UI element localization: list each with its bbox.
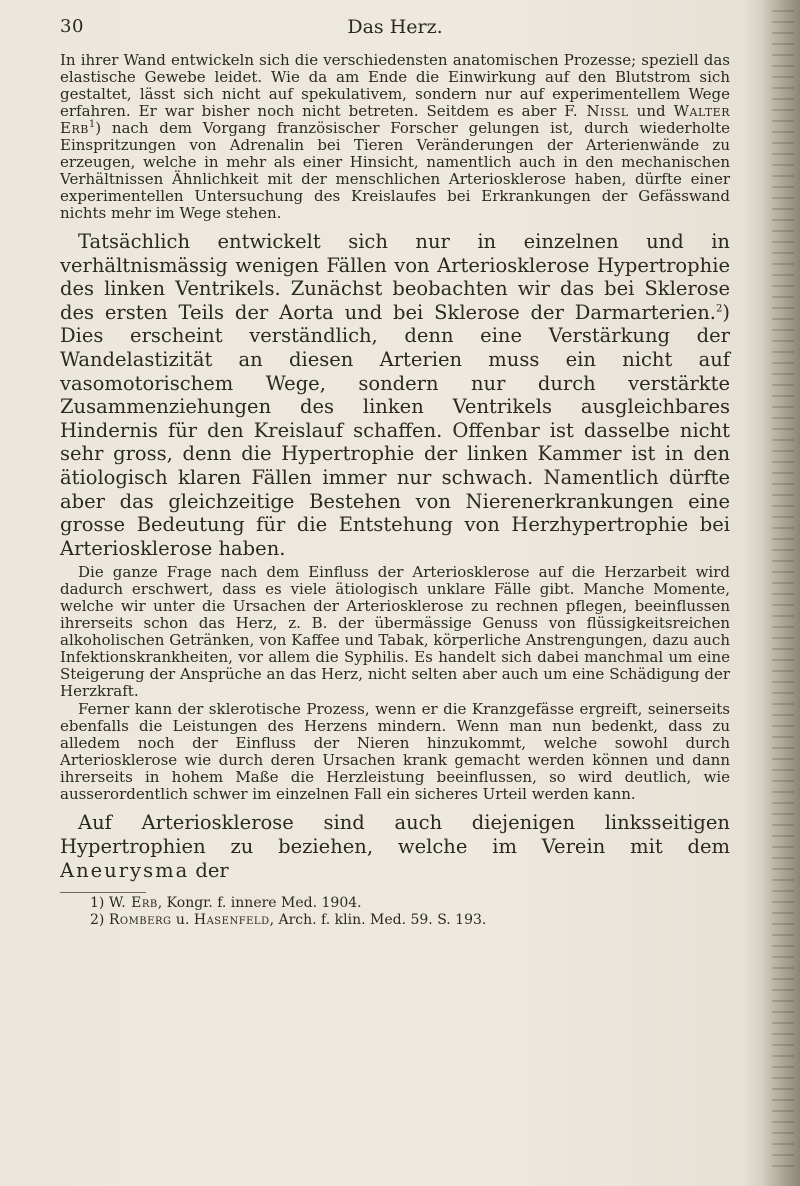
footnote-2-number: 2): [90, 912, 105, 929]
footnotes: [60, 895, 730, 929]
footnote-2-mid: u.: [171, 912, 194, 929]
footnote-2-text: , Arch. f. klin. Med. 59. S. 193.: [269, 912, 487, 929]
footnote-ref-1: 1: [88, 119, 96, 130]
paragraph-2-rest: ) Dies erscheint verständlich, denn eine Verstärkung der Wandelastizität an diesen Arterien muss ein nicht auf vasomotorischem Wege, sondern nur durch verstärkte Zusammenziehungen des linken Ventrikels ausgleichbares Hindernis für den Kreislauf schaffen. Offenbar ist dasselbe nicht sehr gross, denn die Hypertrophie der linken Kammer ist in den ätiologisch klaren Fällen immer nur schwach. Namentlich dürfte aber das gleichzeitige Bestehen von Nierenerkrankungen eine grosse Bedeutung für die Entstehung von Herzhypertrophie bei Arteriosklerose haben.: [60, 300, 730, 560]
author-nissl: F. Nissl: [564, 102, 629, 120]
paragraph-1-rest: ) nach dem Vorgang französischer Forscher gelungen ist, durch wiederholte Einspritzungen von Adrenalin bei Tieren Veränderungen der Arterienwände zu erzeugen, welche in mehr als einer Hinsicht, namentlich auch in den mechanischen Verhältnissen Ähnlichkeit mit der menschlichen Arteriosklerose haben, dürfte einer experimentellen Untersuchung des Kreislaufes bei Erkrankungen der Gefässwand nichts mehr im Wege stehen.: [60, 119, 730, 222]
paragraph-5-text: Auf Arteriosklerose sind auch diejenigen linksseitigen Hypertrophien zu beziehen, welche im Verein mit dem: [60, 811, 730, 858]
footnote-ref-2: 2: [716, 303, 723, 315]
footnote-2-author2: Hasenfeld: [193, 912, 270, 929]
paragraph-4: Ferner kann der sklerotische Prozess, wenn er die Kranzgefässe ergreift, seinerseits ebenfalls die Leistungen des Herzens mindern. Wenn man nun bedenkt, dass zu alledem noch der Einfluss der Nieren hinzukommt, welche sowohl durch Arteriosklerose wie durch deren Ursachen krank gemacht werden können und dann ihrerseits in hohem Maße die Herzleistung beeinflussen, so wird deutlich, wie ausserordentlich schwer im einzelnen Fall ein sicheres Urteil werden kann.: [60, 700, 730, 804]
page-number: 30: [60, 16, 84, 37]
page-header: [60, 16, 730, 42]
running-title: Das Herz.: [347, 16, 443, 38]
paragraph-1-text: In ihrer Wand entwickeln sich die verschiedensten anatomischen Prozesse; speziell das elastische Gewebe leidet. Wie da am Ende die Einwirkung auf den Blutstrom sich gestaltet, lässt sich nicht auf spekulativem, sondern nur auf experimentellem Wege erfahren. Er war bisher noch nicht betreten. Seitdem es aber: [60, 51, 730, 120]
paragraph-3: Die ganze Frage nach dem Einfluss der Arteriosklerose auf die Herzarbeit wird dadurch erschwert, dass es viele ätiologisch unklare Fälle gibt. Manche Momente, welche wir unter die Ursachen der Arteriosklerose zu rechnen pflegen, beeinflussen ihrerseits schon das Herz, z. B. der übermässige Genuss von flüssigkeitsreichen alkoholischen Getränken, von Kaffee und Tabak, körperliche Anstrengungen, dazu auch Infektionskrankheiten, vor allem die Syphilis. Es handelt sich dabei manchmal um eine Steigerung der Ansprüche an das Herz, nicht selten aber auch um eine Schädigung der Herzkraft.: [60, 563, 730, 701]
paragraph-1: [60, 52, 730, 222]
footnote-2: [90, 912, 730, 929]
footnote-1-text: , Kongr. f. innere Med. 1904.: [157, 895, 362, 912]
paragraph-5: [60, 811, 730, 882]
footnote-1-number: 1): [90, 895, 105, 912]
footnote-2-author: Romberg: [108, 912, 172, 929]
paragraph-2: [60, 230, 730, 560]
author-erb: Walter Erb: [60, 102, 730, 137]
conjunction: und: [628, 102, 674, 120]
paragraph-2-text: Tatsächlich entwickelt sich nur in einzelnen und in verhältnismässig wenigen Fällen von Arteriosklerose Hypertrophie des linken Ventrikels. Zunächst beobachten wir das bei Sklerose des ersten Teils der Aorta und bei Sklerose der Darmarterien.: [60, 230, 730, 324]
footnote-divider: [60, 892, 146, 893]
aneurysma-term: Aneurysma: [60, 858, 190, 882]
footnote-1-author: W. Erb: [108, 895, 158, 912]
page-edge-texture: [772, 10, 794, 1170]
footnote-1: [90, 895, 730, 912]
page-body: [60, 52, 730, 929]
paragraph-5-rest: der: [189, 858, 229, 882]
